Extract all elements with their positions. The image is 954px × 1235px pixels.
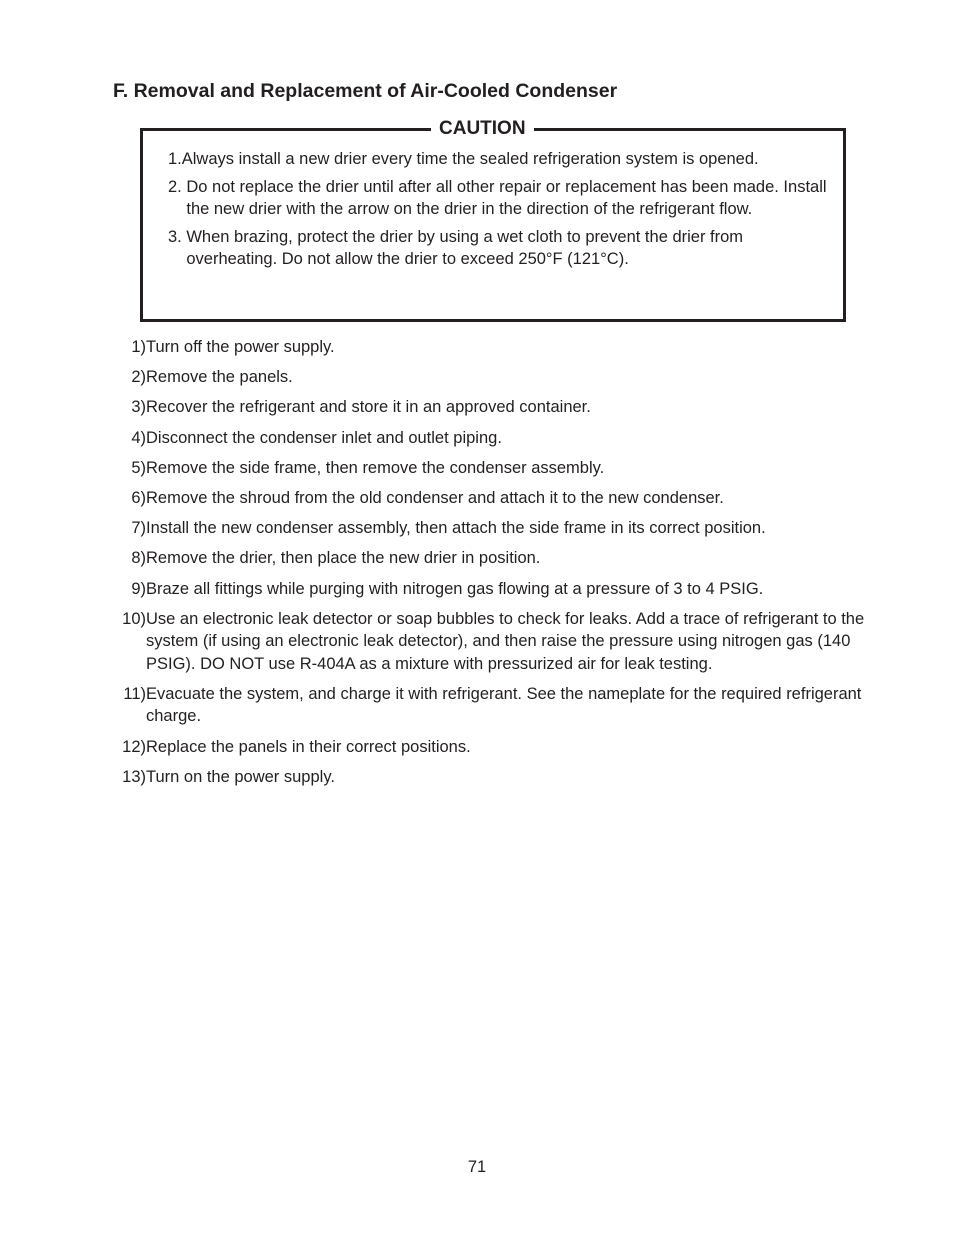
section-title: F. Removal and Replacement of Air-Cooled Condenser [113, 80, 618, 102]
caution-label: CAUTION [431, 117, 534, 141]
step-number: 10) [122, 609, 146, 628]
step-text: Replace the panels in their correct positions. [146, 737, 471, 756]
step-text: Install the new condenser assembly, then attach the side frame in its correct position. [146, 519, 766, 538]
caution-item [168, 226, 838, 271]
step-text: Remove the shroud from the old condenser and attach it to the new condenser. [146, 488, 724, 507]
step-number: 9) [131, 579, 146, 598]
step-text: Remove the panels. [146, 368, 293, 387]
step-number: 4) [131, 428, 146, 447]
step-item [113, 547, 873, 570]
step-text: Turn on the power supply. [146, 767, 335, 786]
step-item [113, 578, 873, 601]
step-text: Turn off the power supply. [146, 338, 335, 356]
step-item [113, 427, 873, 450]
step-item [113, 396, 873, 419]
step-text: Use an electronic leak detector or soap bubbles to check for leaks. Add a trace of refrigerant to the system (if using an electronic leak detector), and then raise the pressure using nitrogen gas (140 PSIG). DO NOT use R-404A as a mixture with pressurized air for leak testing. [146, 609, 865, 673]
step-text: Evacuate the system, and charge it with refrigerant. See the nameplate for the required refrigerant charge. [146, 684, 862, 726]
step-text: Disconnect the condenser inlet and outlet piping. [146, 428, 502, 447]
step-number: 3) [131, 398, 146, 417]
step-item [113, 608, 873, 676]
step-item [113, 366, 873, 389]
caution-item-number: 1. [168, 150, 182, 168]
step-item [113, 766, 873, 789]
caution-item-text: Always install a new drier every time the sealed refrigeration system is opened. [181, 150, 759, 168]
step-number: 6) [131, 488, 146, 507]
caution-list [168, 148, 838, 276]
step-text: Remove the drier, then place the new drier in position. [146, 549, 541, 568]
caution-item [168, 176, 838, 221]
step-number: 13) [122, 767, 146, 786]
caution-item-number: 3. [168, 227, 187, 246]
procedure-steps [113, 336, 873, 796]
caution-item-text: When brazing, protect the drier by using a wet cloth to prevent the drier from overheating. Do not allow the drier to exceed 250°F (121°C). [186, 227, 744, 268]
step-text: Recover the refrigerant and store it in an approved container. [146, 398, 591, 417]
step-item [113, 457, 873, 480]
step-item [113, 736, 873, 759]
step-item [113, 336, 873, 359]
caution-item-text: Do not replace the drier until after all other repair or replacement has been made. Install the new drier with the arrow on the drier in the direction of the refrigerant flow. [186, 177, 827, 218]
step-number: 8) [131, 549, 146, 568]
step-number: 12) [122, 737, 146, 756]
step-item [113, 517, 873, 540]
step-number: 11) [123, 684, 146, 703]
step-text: Remove the side frame, then remove the condenser assembly. [146, 458, 605, 477]
step-number: 5) [131, 458, 146, 477]
step-number: 2) [131, 368, 146, 387]
page-number: 71 [467, 1158, 487, 1176]
step-item [113, 487, 873, 510]
caution-item [168, 148, 838, 171]
step-number: 7) [131, 519, 146, 538]
step-item [113, 683, 873, 728]
step-text: Braze all fittings while purging with nitrogen gas flowing at a pressure of 3 to 4 PSIG. [146, 579, 764, 598]
step-number: 1) [131, 338, 146, 356]
caution-item-number: 2. [168, 177, 187, 196]
